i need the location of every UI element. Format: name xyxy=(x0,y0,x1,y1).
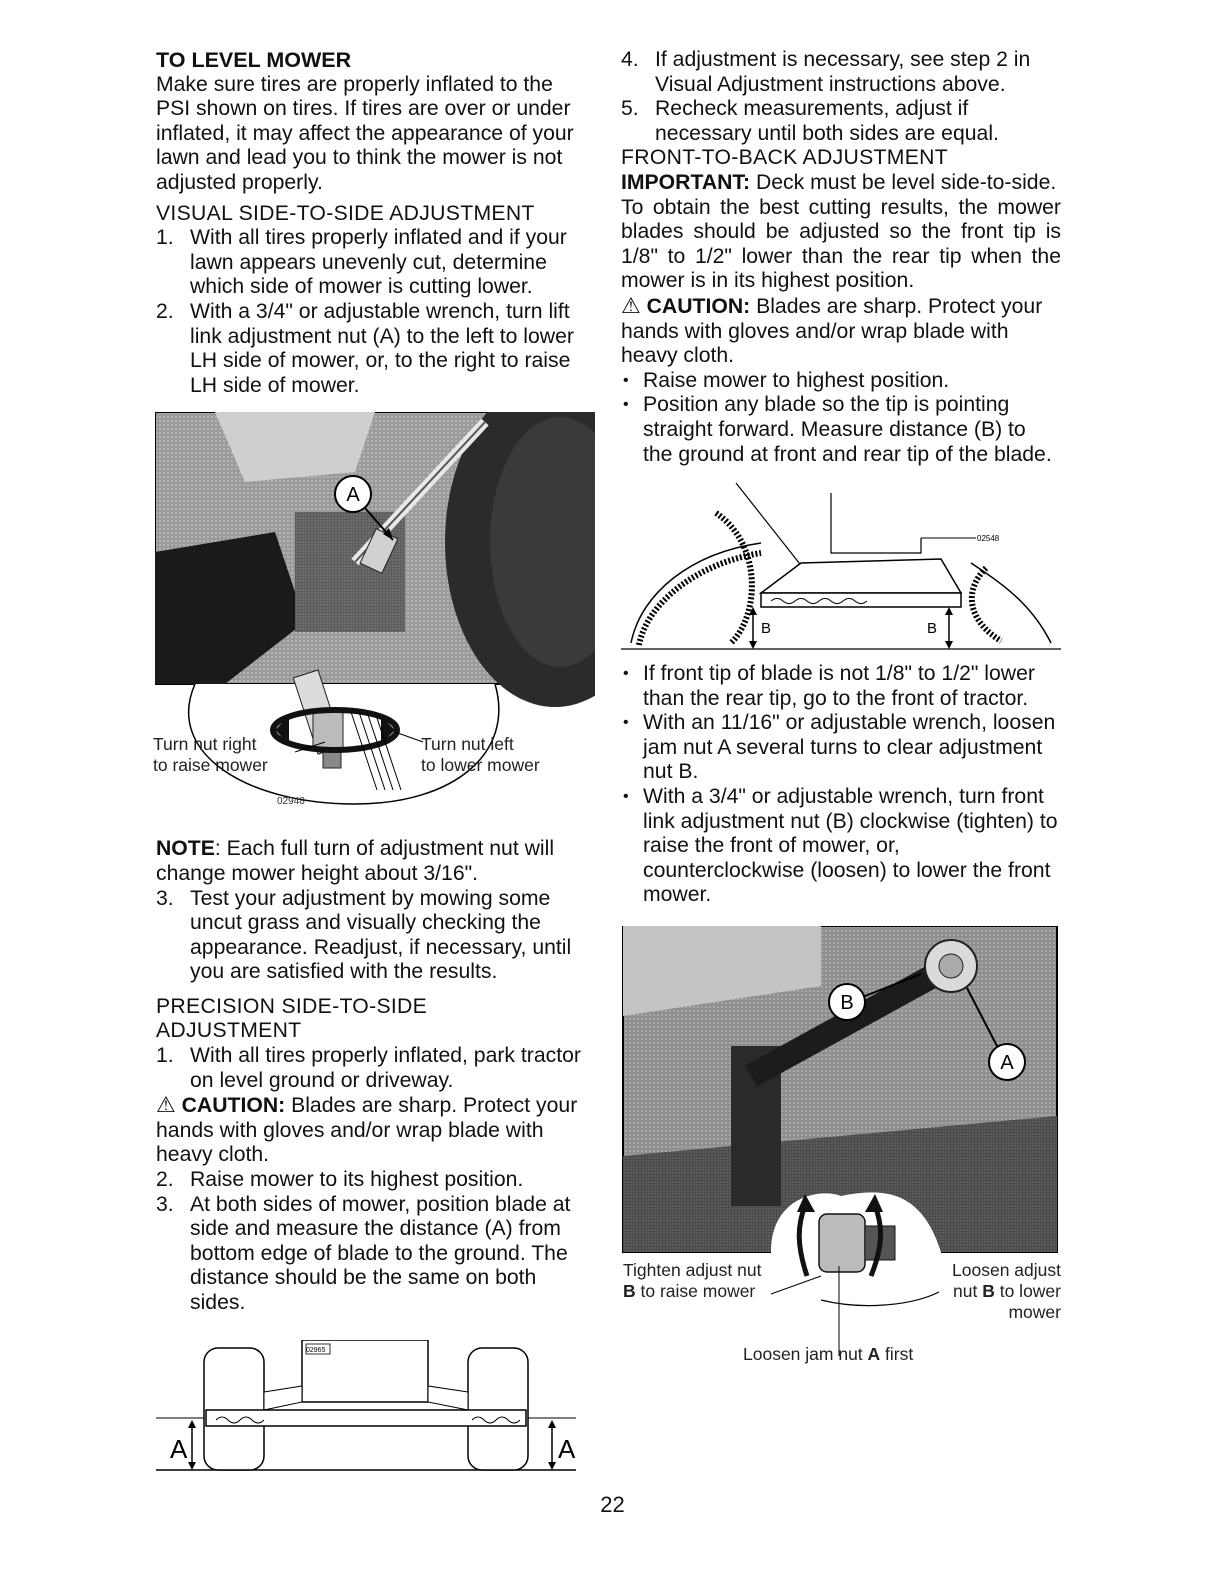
figure-front-to-back xyxy=(621,483,1061,658)
list-item: 3. Test your adjustment by mowing some uncut grass and visually checking the appearance. Readjust, if necessary, until you are satisfied with the results. xyxy=(156,886,572,984)
list-item: 1. With all tires properly inflated and if your lawn appears unevenly cut, determine which side of mower is cutting lower. xyxy=(156,226,567,299)
important-label: IMPORTANT: xyxy=(621,170,751,194)
list-item: • If front tip of blade is not 1/8" to 1/2" lower than the rear tip, go to the front of tractor. xyxy=(621,662,1061,711)
list-item: 1. With all tires properly inflated, park tractor on level ground or driveway. xyxy=(156,1044,581,1092)
loosen-caption: Loosen adjust nut B to lower mower xyxy=(952,1260,1061,1323)
best-results-paragraph: To obtain the best cutting results, the mower blades should be adjusted so the front tip is 1/8" to 1/2" lower than the rear tip when the mower is in its highest position. xyxy=(621,195,1061,293)
label-b-rear: B xyxy=(927,620,938,638)
page-number: 22 xyxy=(600,1492,625,1517)
figure-id: 02965 xyxy=(306,1346,326,1354)
note-label: NOTE xyxy=(156,837,215,861)
precision-heading-line-1: PRECISION SIDE-TO-SIDE xyxy=(156,994,428,1018)
list-item: 2. With a 3/4" or adjustable wrench, turn lift link adjustment nut (A) to the left to lower LH side of mower, or, to the right to raise LH side of mower. xyxy=(156,299,574,397)
tighten-caption: Tighten adjust nut B to raise mower xyxy=(623,1260,762,1302)
visual-adjustment-heading: VISUAL SIDE-TO-SIDE ADJUSTMENT xyxy=(156,201,535,225)
list-item: 3. At both sides of mower, position blade at side and measure the distance (A) from bottom edge of blade to the ground. The distance should be the same on both sides. xyxy=(156,1192,571,1314)
caution-paragraph-right: ⚠ CAUTION: Blades are sharp. Protect your hands with gloves and/or wrap blade with heavy cloth. xyxy=(621,292,1043,368)
front-to-back-diagram xyxy=(621,483,1061,658)
front-to-back-heading: FRONT-TO-BACK ADJUSTMENT xyxy=(621,146,948,170)
label-a-left: A xyxy=(170,1433,188,1464)
warning-triangle-icon: ⚠ xyxy=(156,1092,176,1118)
bullets-front-adjustment xyxy=(621,662,1061,908)
list-item: • Position any blade so the tip is pointing straight forward. Measure distance (B) to the ground at front and rear tip of the blade. xyxy=(621,393,1061,467)
warning-triangle-icon: ⚠ xyxy=(621,292,641,318)
intro-paragraph: Make sure tires are properly inflated to the PSI shown on tires. If tires are over or under inflated, it may affect the appearance of your lawn and lead you to think the mower is not adjusted properly. xyxy=(156,72,574,194)
figure-jam-nut xyxy=(621,926,1061,1366)
figure-id: 02548 xyxy=(977,534,1000,544)
figure-id: 02948 xyxy=(277,796,305,808)
callout-a: A xyxy=(346,484,360,507)
list-item: • With an 11/16" or adjustable wrench, loosen jam nut A several turns to clear adjustment nut B. xyxy=(621,711,1061,785)
label-a-right: A xyxy=(558,1433,576,1464)
precision-step-1-list xyxy=(156,1044,588,1093)
label-b-front: B xyxy=(761,620,772,638)
precision-heading-line-2: ADJUSTMENT xyxy=(156,1019,302,1043)
list-item: • Raise mower to highest position. xyxy=(621,369,1061,394)
callout-a: A xyxy=(1000,1052,1014,1075)
turn-left-caption: Turn nut left to lower mower xyxy=(421,734,540,776)
figure-lift-link-nut xyxy=(155,412,595,837)
list-item: 2. Raise mower to its highest position. xyxy=(156,1168,524,1192)
visual-steps-list xyxy=(156,226,588,398)
note-paragraph: NOTE: Each full turn of adjustment nut will change mower height about 3/16". xyxy=(156,837,555,885)
important-paragraph: IMPORTANT: Deck must be level side-to-side. xyxy=(621,170,1057,194)
list-item: • With a 3/4" or adjustable wrench, turn front link adjustment nut (B) clockwise (tighten) to raise the front of mower, or, counterclockwise (loosen) to lower the front mower. xyxy=(621,785,1061,908)
turn-right-caption: Turn nut right to raise mower xyxy=(153,734,268,776)
caution-paragraph-left: ⚠ CAUTION: Blades are sharp. Protect your hands with gloves and/or wrap blade with heavy cloth. xyxy=(156,1092,578,1167)
step-3-list xyxy=(156,887,588,985)
steps-4-5-list xyxy=(621,48,1061,146)
jam-nut-caption: Loosen jam nut A first xyxy=(743,1344,914,1365)
figure-side-measurement xyxy=(156,1340,586,1490)
bullets-raise-position xyxy=(621,369,1061,467)
list-item: 5. Recheck measurements, adjust if necessary until both sides are equal. xyxy=(621,97,999,145)
section-heading-level-mower: TO LEVEL MOWER xyxy=(156,48,352,72)
precision-steps-list xyxy=(156,1168,588,1316)
right-column xyxy=(621,48,1061,1366)
side-measurement-diagram xyxy=(156,1340,586,1490)
list-item: 4. If adjustment is necessary, see step 2 in Visual Adjustment instructions above. xyxy=(621,48,1031,96)
callout-b: B xyxy=(840,992,854,1015)
left-column xyxy=(153,48,588,1490)
